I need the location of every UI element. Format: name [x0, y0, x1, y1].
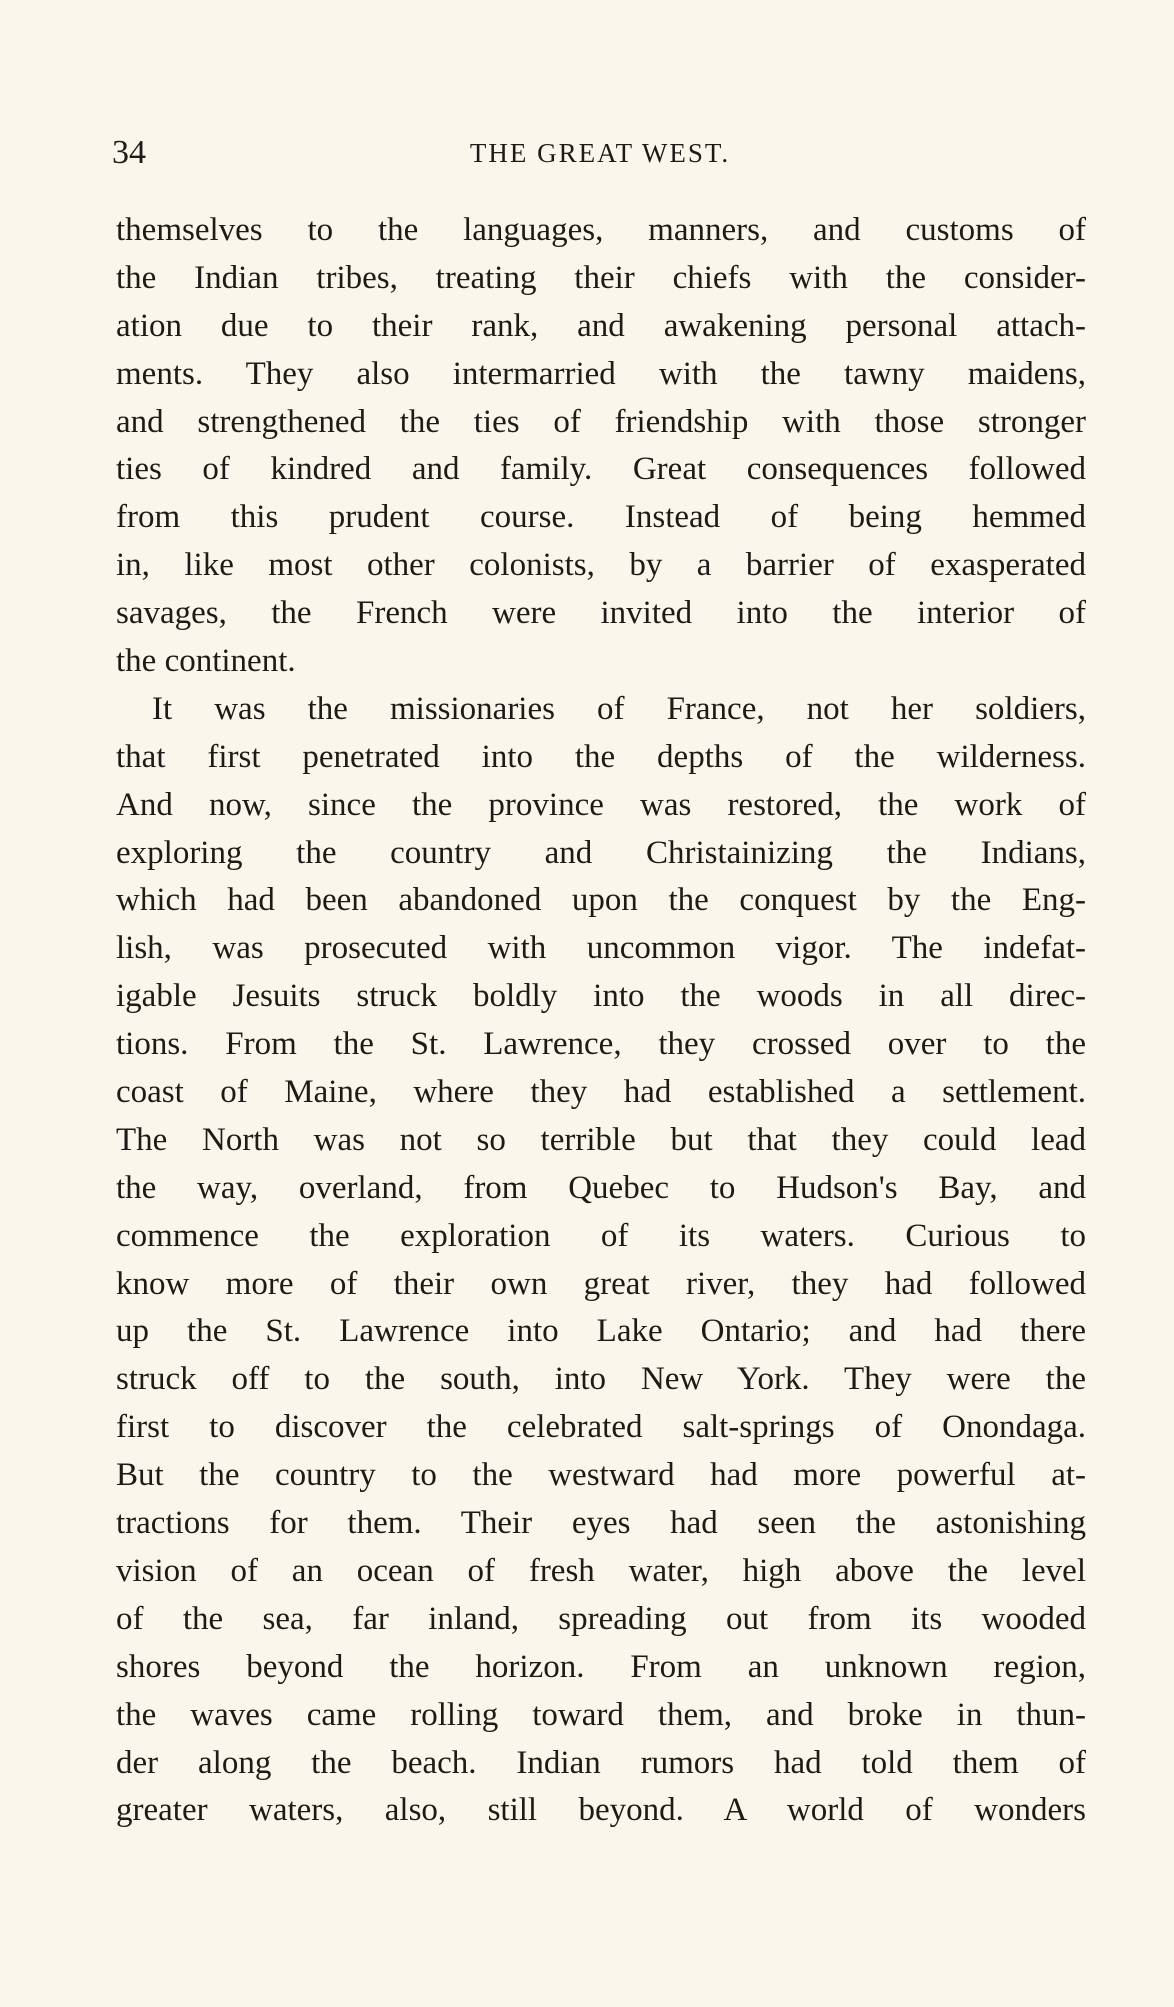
text-line: But the country to the westward had more powerful at- — [116, 1457, 1086, 1494]
text-line: from this prudent course. Instead of being hemmed — [116, 499, 1086, 536]
text-line: greater waters, also, still beyond. A world of wonders — [116, 1792, 1086, 1829]
text-line: vision of an ocean of fresh water, high above the level — [116, 1552, 1086, 1589]
text-line: in, like most other colonists, by a barrier of exasperated — [116, 547, 1086, 584]
text-line: first to discover the celebrated salt-springs of Onondaga. — [116, 1409, 1086, 1446]
text-line: coast of Maine, where they had established a settlement. — [116, 1074, 1086, 1111]
page-number: 34 — [112, 134, 146, 171]
text-line: the Indian tribes, treating their chiefs with the consider- — [116, 259, 1086, 296]
text-line: lish, was prosecuted with uncommon vigor. The indefat- — [116, 930, 1086, 967]
text-line: which had been abandoned upon the conquest by the Eng- — [116, 882, 1086, 919]
text-line: And now, since the province was restored, the work of — [116, 786, 1086, 823]
text-line: The North was not so terrible but that they could lead — [116, 1121, 1086, 1158]
text-line: up the St. Lawrence into Lake Ontario; and had there — [116, 1313, 1086, 1350]
text-line: exploring the country and Christainizing the Indians, — [116, 834, 1086, 871]
text-line: struck off to the south, into New York. They were the — [116, 1361, 1086, 1398]
text-line: ties of kindred and family. Great consequences followed — [116, 451, 1086, 488]
text-line: shores beyond the horizon. From an unknown region, — [116, 1648, 1086, 1685]
text-line: ments. They also intermarried with the tawny maidens, — [116, 355, 1086, 392]
text-line: that first penetrated into the depths of the wilderness. — [116, 738, 1086, 775]
text-line: of the sea, far inland, spreading out from its wooded — [116, 1600, 1086, 1637]
text-line: the way, overland, from Quebec to Hudson's Bay, and — [116, 1169, 1086, 1206]
text-line: It was the missionaries of France, not her soldiers, — [152, 690, 1086, 727]
text-line: savages, the French were invited into the interior of — [116, 595, 1086, 632]
body-text — [116, 207, 1086, 1835]
text-line: tractions for them. Their eyes had seen the astonishing — [116, 1505, 1086, 1542]
text-line: tions. From the St. Lawrence, they crossed over to the — [116, 1026, 1086, 1063]
text-line: igable Jesuits struck boldly into the woods in all direc- — [116, 978, 1086, 1015]
text-line: commence the exploration of its waters. Curious to — [116, 1217, 1086, 1254]
text-line: der along the beach. Indian rumors had told them of — [116, 1744, 1086, 1781]
text-line: themselves to the languages, manners, and customs of — [116, 212, 1086, 248]
running-head — [112, 128, 1088, 178]
text-line: and strengthened the ties of friendship with those stronger — [116, 403, 1086, 440]
text-line: the continent. — [116, 643, 296, 680]
page-heading: THE GREAT WEST. — [469, 138, 731, 168]
text-line: ation due to their rank, and awakening personal attach- — [116, 307, 1086, 344]
text-line: the waves came rolling toward them, and broke in thun- — [116, 1696, 1086, 1733]
text-line: know more of their own great river, they had followed — [116, 1265, 1086, 1302]
